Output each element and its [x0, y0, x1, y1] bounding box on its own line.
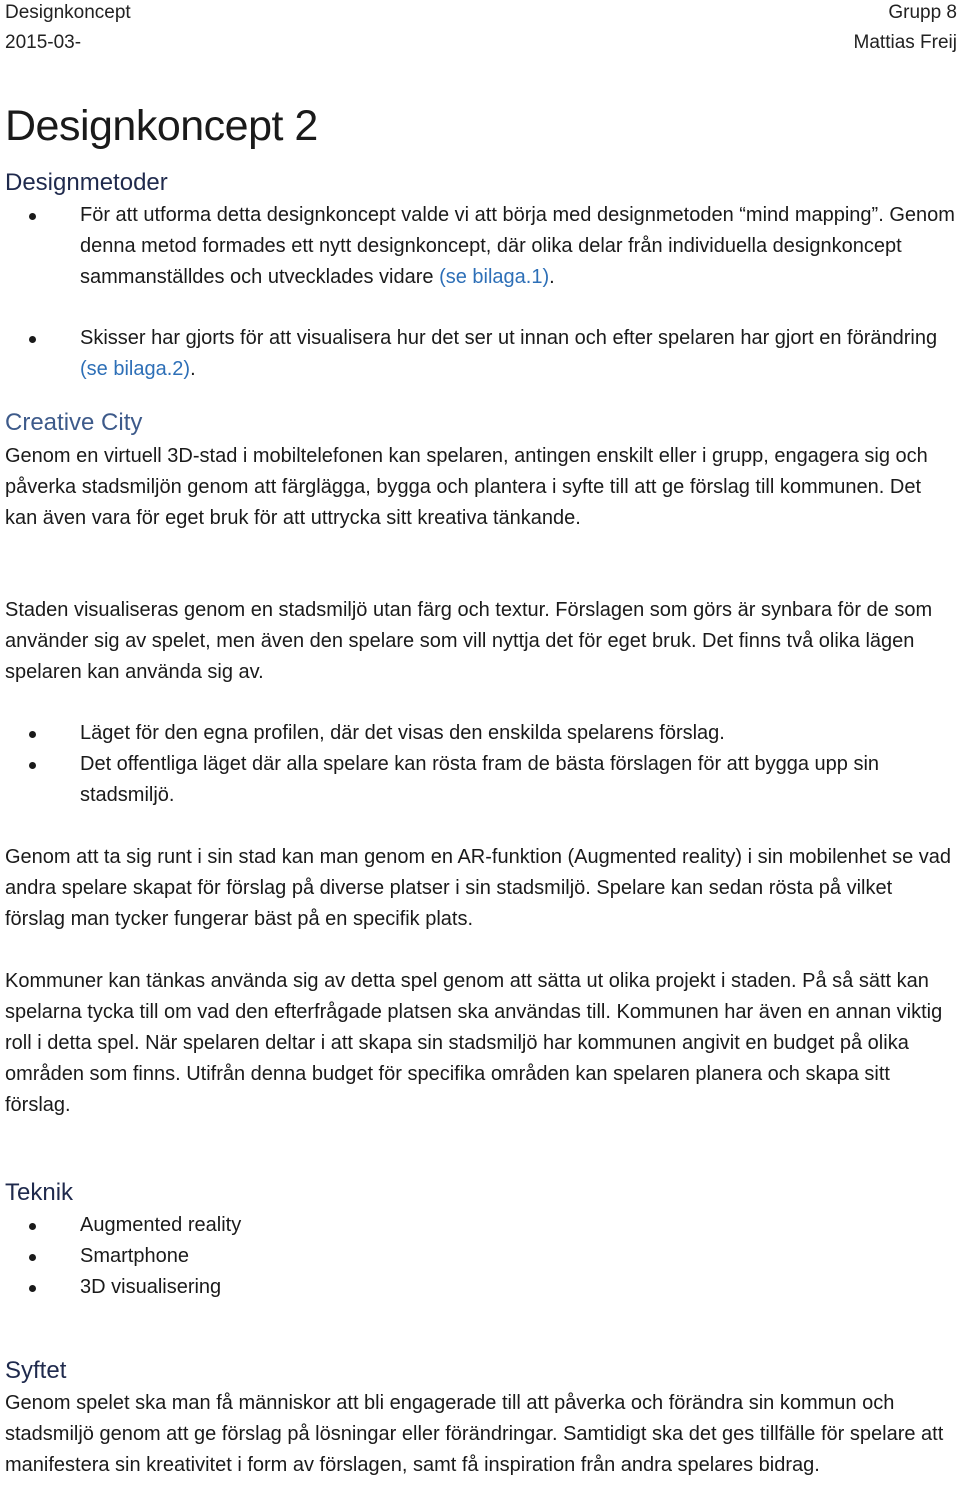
- heading-creative-city: Creative City: [5, 409, 143, 436]
- creative-city-paragraph-4: Kommuner kan tänkas använda sig av detta spel genom att sätta ut olika projekt i staden. På så sätt kan spelarna tycka till om vad den efterfrågade platsen ska användas till. Kommunen har även en annan viktig roll i detta spel. När spelaren deltar i att skapa sin stadsmiljö har kommunen angivit en budget på olika områden som finns. Utifrån denna budget för specifika områden kan spelaren planera och skapa sitt förslag.: [5, 970, 943, 1116]
- creative-city-paragraph-3: Genom att ta sig runt i sin stad kan man genom en AR-funktion (Augmented reality) i sin mobilenhet se vad andra spelare skapat för förslag på diverse platser i sin stadsmiljö. Spelare kan sedan rösta på vilket förslag man tycker fungerar bäst på en specifik plats.: [5, 846, 952, 930]
- heading-designmetoder: Designmetoder: [5, 169, 168, 196]
- list-item: Det offentliga läget där alla spelare kan rösta fram de bästa förslagen för att bygga upp sin stadsmiljö.: [0, 749, 955, 811]
- bilaga-1-link[interactable]: (se bilaga.1): [439, 266, 550, 288]
- creative-city-paragraph-1: Genom en virtuell 3D-stad i mobiltelefonen kan spelaren, antingen enskilt eller i grupp, engagera sig och påverka stadsmiljön genom att färglägga, bygga och plantera i syfte till att ge förslag till kommunen. Det kan även vara för eget bruk för att uttrycka sitt kreativa tänkande.: [5, 445, 928, 529]
- bullet-icon: [29, 336, 36, 343]
- bullet-icon: [29, 1285, 36, 1292]
- list-item: Skisser har gjorts för att visualisera hur det ser ut innan och efter spelaren har gjort en förändring (se bilaga.2).: [0, 323, 955, 385]
- modes-list: [0, 718, 955, 811]
- list-item: Smartphone: [0, 1241, 955, 1272]
- header-group: Grupp 8: [888, 2, 957, 23]
- header-author: Mattias Freij: [853, 32, 957, 53]
- list-item: För att utforma detta designkoncept valde vi att börja med designmetoden “mind mapping”. Genom denna metod formades ett nytt designkoncept, där olika delar från individuella designkoncept sammanställdes och utvecklades vidare (se bilaga.1).: [0, 200, 955, 293]
- list-item: Läget för den egna profilen, där det visas den enskilda spelarens förslag.: [0, 718, 955, 749]
- heading-syftet: Syftet: [5, 1357, 67, 1384]
- list-item: Augmented reality: [0, 1210, 955, 1241]
- heading-teknik: Teknik: [5, 1179, 74, 1206]
- syftet-paragraph: Genom spelet ska man få människor att bli engagerade till att påverka och förändra sin kommun och stadsmiljö genom att ge förslag på lösningar eller förändringar. Samtidigt ska det ges tillfälle för spelare att manifestera sin kreativitet i form av förslagen, samt få inspiration från andra spelares bidrag.: [5, 1392, 944, 1476]
- bullet-icon: [29, 1223, 36, 1230]
- bilaga-2-link[interactable]: (se bilaga.2): [80, 358, 191, 380]
- page-title: Designkoncept 2: [5, 102, 318, 150]
- bullet-icon: [29, 1254, 36, 1261]
- creative-city-paragraph-2: Staden visualiseras genom en stadsmiljö utan färg och textur. Förslagen som görs är synbara för de som använder sig av spelet, men även den spelare som vill nyttja det för eget bruk. Det finns två olika lägen spelaren kan använda sig av.: [5, 599, 933, 683]
- bullet-icon: [29, 731, 36, 738]
- bullet-icon: [29, 762, 36, 769]
- header-date: 2015-03-: [5, 32, 82, 53]
- bullet-icon: [29, 213, 36, 220]
- designmetoder-list: [0, 200, 955, 385]
- teknik-list: [0, 1210, 955, 1303]
- header-doc-name: Designkoncept: [5, 2, 131, 23]
- list-item: 3D visualisering: [0, 1272, 955, 1303]
